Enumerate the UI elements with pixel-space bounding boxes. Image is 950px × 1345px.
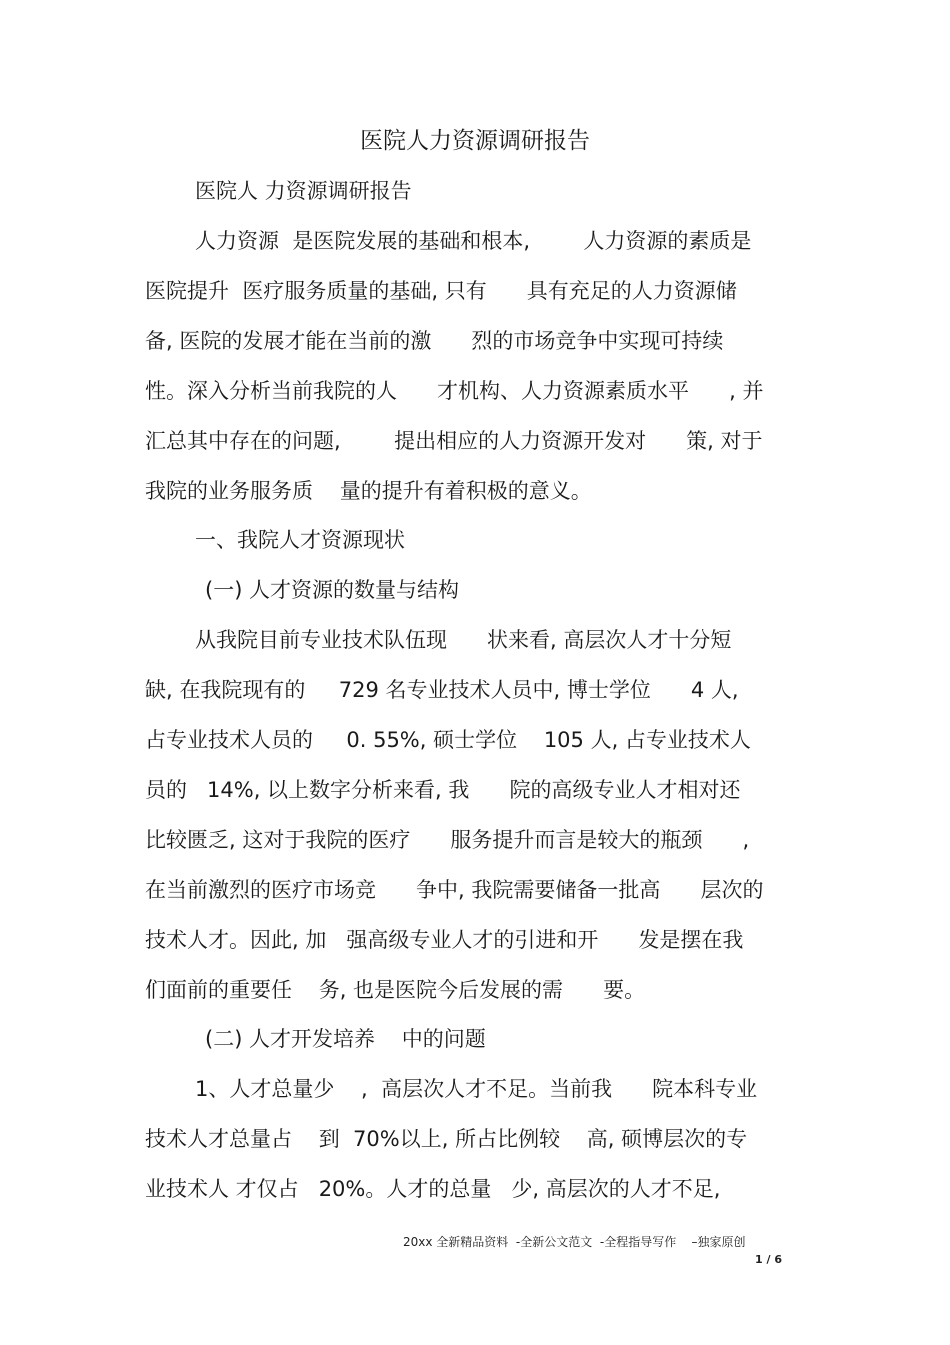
paragraph-line: 员的 14%, 以上数字分析来看, 我 院的高级专业人才相对还 [145,778,741,802]
subsection-heading: (二) 人才开发培养 中的问题 [205,1027,486,1051]
paragraph-line: 业技术人 才仅占 20%。人才的总量 少, 高层次的人才不足, [145,1177,721,1201]
paragraph-line: 比较匮乏, 这对于我院的医疗 服务提升而言是较大的瓶颈 , [145,828,750,852]
paragraph-line: 占专业技术人员的 0. 55%, 硕士学位 105 人, 占专业技术人 [145,728,751,752]
document-title: 医院人力资源调研报告 [360,128,590,154]
paragraph-line: 我院的业务服务质 量的提升有着积极的意义。 [145,479,592,503]
paragraph-line: 缺, 在我院现有的 729 名专业技术人员中, 博士学位 4 人, [145,678,739,702]
section-heading: 一、我院人才资源现状 [195,528,405,552]
paragraph-line: 1、人才总量少 , 高层次人才不足。当前我 院本科专业 [195,1077,758,1101]
paragraph-line: 从我院目前专业技术队伍现 状来看, 高层次人才十分短 [195,628,732,652]
paragraph-line: 人力资源 是医院发展的基础和根本, 人力资源的素质是 [195,229,752,253]
paragraph-line: 技术人才。因此, 加 强高级专业人才的引进和开 发是摆在我 [145,928,744,952]
paragraph-line: 们面前的重要任 务, 也是医院今后发展的需 要。 [145,978,646,1002]
paragraph-line: 技术人才总量占 到 70%以上, 所占比例较 高, 硕博层次的专 [145,1127,748,1151]
subsection-heading: (一) 人才资源的数量与结构 [205,578,460,602]
page-number: 1 / 6 [755,1253,782,1266]
footer-text: 20xx 全新精品资料 -全新公文范文 -全程指导写作 –独家原创 [403,1235,746,1249]
paragraph-line: 汇总其中存在的问题, 提出相应的人力资源开发对 策, 对于 [145,429,763,453]
paragraph-line: 性。深入分析当前我院的人 才机构、人力资源素质水平 , 并 [145,379,764,403]
paragraph-line: 在当前激烈的医疗市场竞 争中, 我院需要储备一批高 层次的 [145,878,764,902]
paragraph-line: 医院提升 医疗服务质量的基础, 只有 具有充足的人力资源储 [145,279,737,303]
paragraph-line: 备, 医院的发展才能在当前的激 烈的市场竞争中实现可持续 [145,329,724,353]
subtitle-line: 医院人 力资源调研报告 [195,179,412,203]
